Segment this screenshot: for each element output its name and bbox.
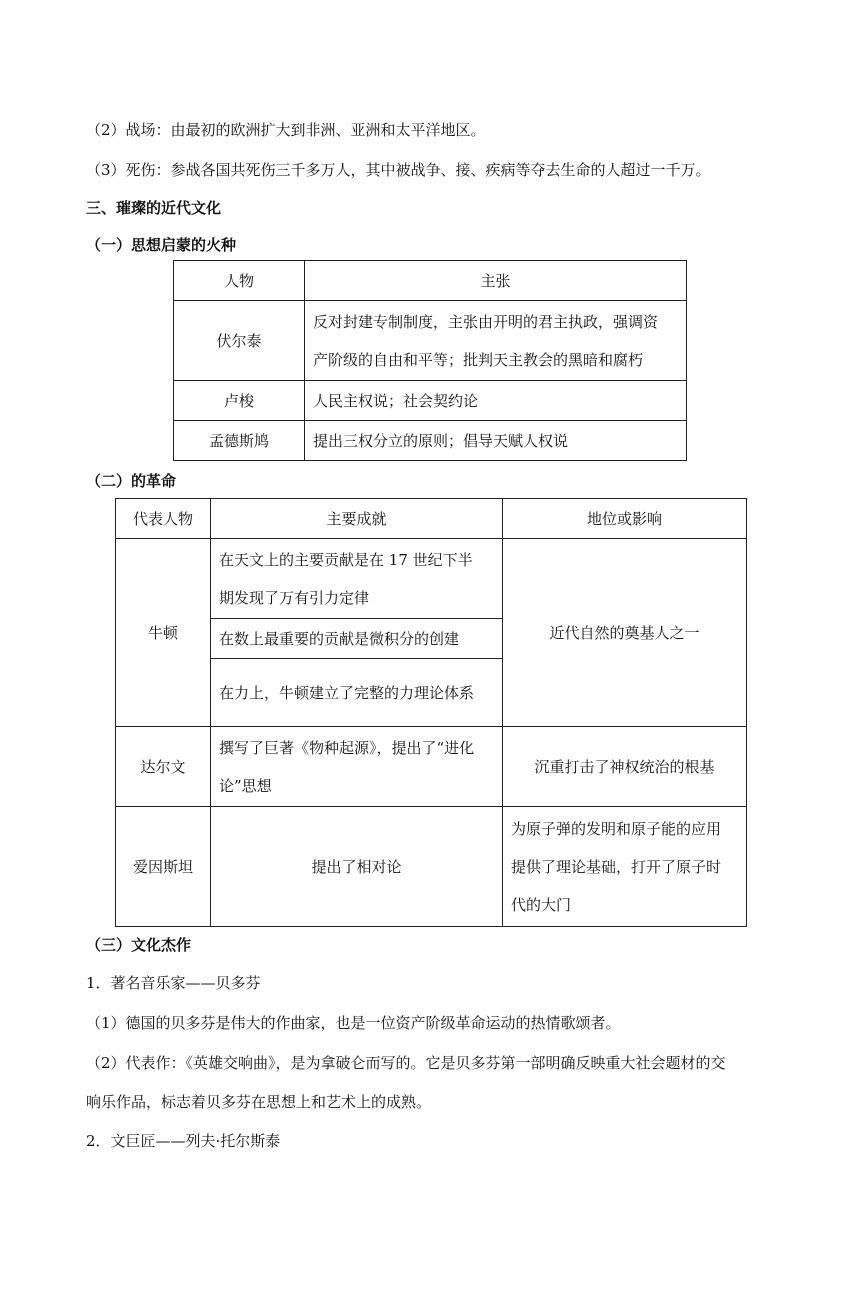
paragraph-beethoven-2: （2）代表作：《英雄交响曲》，是为拿破仑而写的。它是贝多芬第一部明确反映重大社会题材的交 bbox=[86, 1054, 726, 1072]
achievement-line: 论”思想 bbox=[219, 776, 272, 795]
header-achievement: 主要成就 bbox=[211, 499, 503, 539]
table-row bbox=[174, 421, 687, 461]
achievement-line: 撰写了巨著《物种起源》，提出了“进化 bbox=[219, 738, 475, 757]
achievement-cell: 提出了相对论 bbox=[211, 807, 503, 927]
impact-cell-darwin: 沉重打击了神权统治的根基 bbox=[503, 727, 747, 807]
culture-item-tolstoy: 2．文巨匠——列夫·托尔斯泰 bbox=[86, 1132, 281, 1150]
enlightenment-table bbox=[173, 260, 687, 461]
achievement-cell bbox=[211, 539, 503, 619]
impact-cell-newton: 近代自然的奠基人之一 bbox=[503, 539, 747, 727]
header-person: 人物 bbox=[174, 261, 305, 301]
idea-line: 反对封建专制制度，主张由开明的君主执政，强调资 bbox=[313, 312, 659, 331]
paragraph-beethoven-2-cont: 响乐作品，标志着贝多芬在思想上和艺术上的成熟。 bbox=[86, 1093, 432, 1111]
header-figure: 代表人物 bbox=[116, 499, 211, 539]
subsection-revolution: （二）的革命 bbox=[86, 472, 177, 490]
person-cell: 孟德斯鸠 bbox=[174, 421, 305, 461]
paragraph-beethoven-1: （1）德国的贝多芬是伟大的作曲家，也是一位资产阶级革命运动的热情歌颂者。 bbox=[86, 1014, 621, 1032]
achievement-cell: 在力上，牛顿建立了完整的力理论体系 bbox=[211, 659, 503, 727]
culture-item-beethoven: 1．著名音乐家——贝多芬 bbox=[86, 974, 261, 992]
table-row bbox=[116, 807, 747, 927]
person-cell: 伏尔泰 bbox=[174, 301, 305, 381]
impact-line: 提供了理论基础，打开了原子时 bbox=[511, 857, 722, 876]
person-cell: 卢梭 bbox=[174, 381, 305, 421]
table-row bbox=[116, 499, 747, 539]
science-table bbox=[115, 498, 747, 927]
achievement-line: 期发现了万有引力定律 bbox=[219, 588, 370, 607]
paragraph-casualties: （3）死伤：参战各国共死伤三千多万人，其中被战争、接、疾病等夺去生命的人超过一千万。 bbox=[86, 161, 711, 179]
section-title: 三、璀璨的近代文化 bbox=[86, 199, 222, 217]
table-row bbox=[116, 539, 747, 619]
paragraph-battlefield: （2）战场：由最初的欧洲扩大到非洲、亚洲和太平洋地区。 bbox=[86, 121, 486, 139]
subsection-culture: （三）文化杰作 bbox=[86, 936, 192, 954]
table-row bbox=[174, 261, 687, 301]
achievement-cell: 在数上最重要的贡献是微积分的创建 bbox=[211, 619, 503, 659]
table-row bbox=[116, 727, 747, 807]
subsection-enlightenment: （一）思想启蒙的火种 bbox=[86, 236, 237, 254]
figure-cell-newton: 牛顿 bbox=[116, 539, 211, 727]
idea-cell bbox=[305, 301, 687, 381]
table-row bbox=[174, 301, 687, 381]
impact-line: 代的大门 bbox=[511, 895, 572, 914]
idea-cell: 人民主权说；社会契约论 bbox=[305, 381, 687, 421]
table-row bbox=[174, 381, 687, 421]
achievement-cell bbox=[211, 727, 503, 807]
figure-cell-darwin: 达尔文 bbox=[116, 727, 211, 807]
header-impact: 地位或影响 bbox=[503, 499, 747, 539]
idea-line: 产阶级的自由和平等；批判天主教会的黑暗和腐朽 bbox=[313, 350, 644, 369]
idea-cell: 提出三权分立的原则；倡导天赋人权说 bbox=[305, 421, 687, 461]
impact-cell-einstein bbox=[503, 807, 747, 927]
figure-cell-einstein: 爱因斯坦 bbox=[116, 807, 211, 927]
impact-line: 为原子弹的发明和原子能的应用 bbox=[511, 819, 722, 838]
header-idea: 主张 bbox=[305, 261, 687, 301]
achievement-line: 在天文上的主要贡献是在 17 世纪下半 bbox=[219, 550, 473, 569]
